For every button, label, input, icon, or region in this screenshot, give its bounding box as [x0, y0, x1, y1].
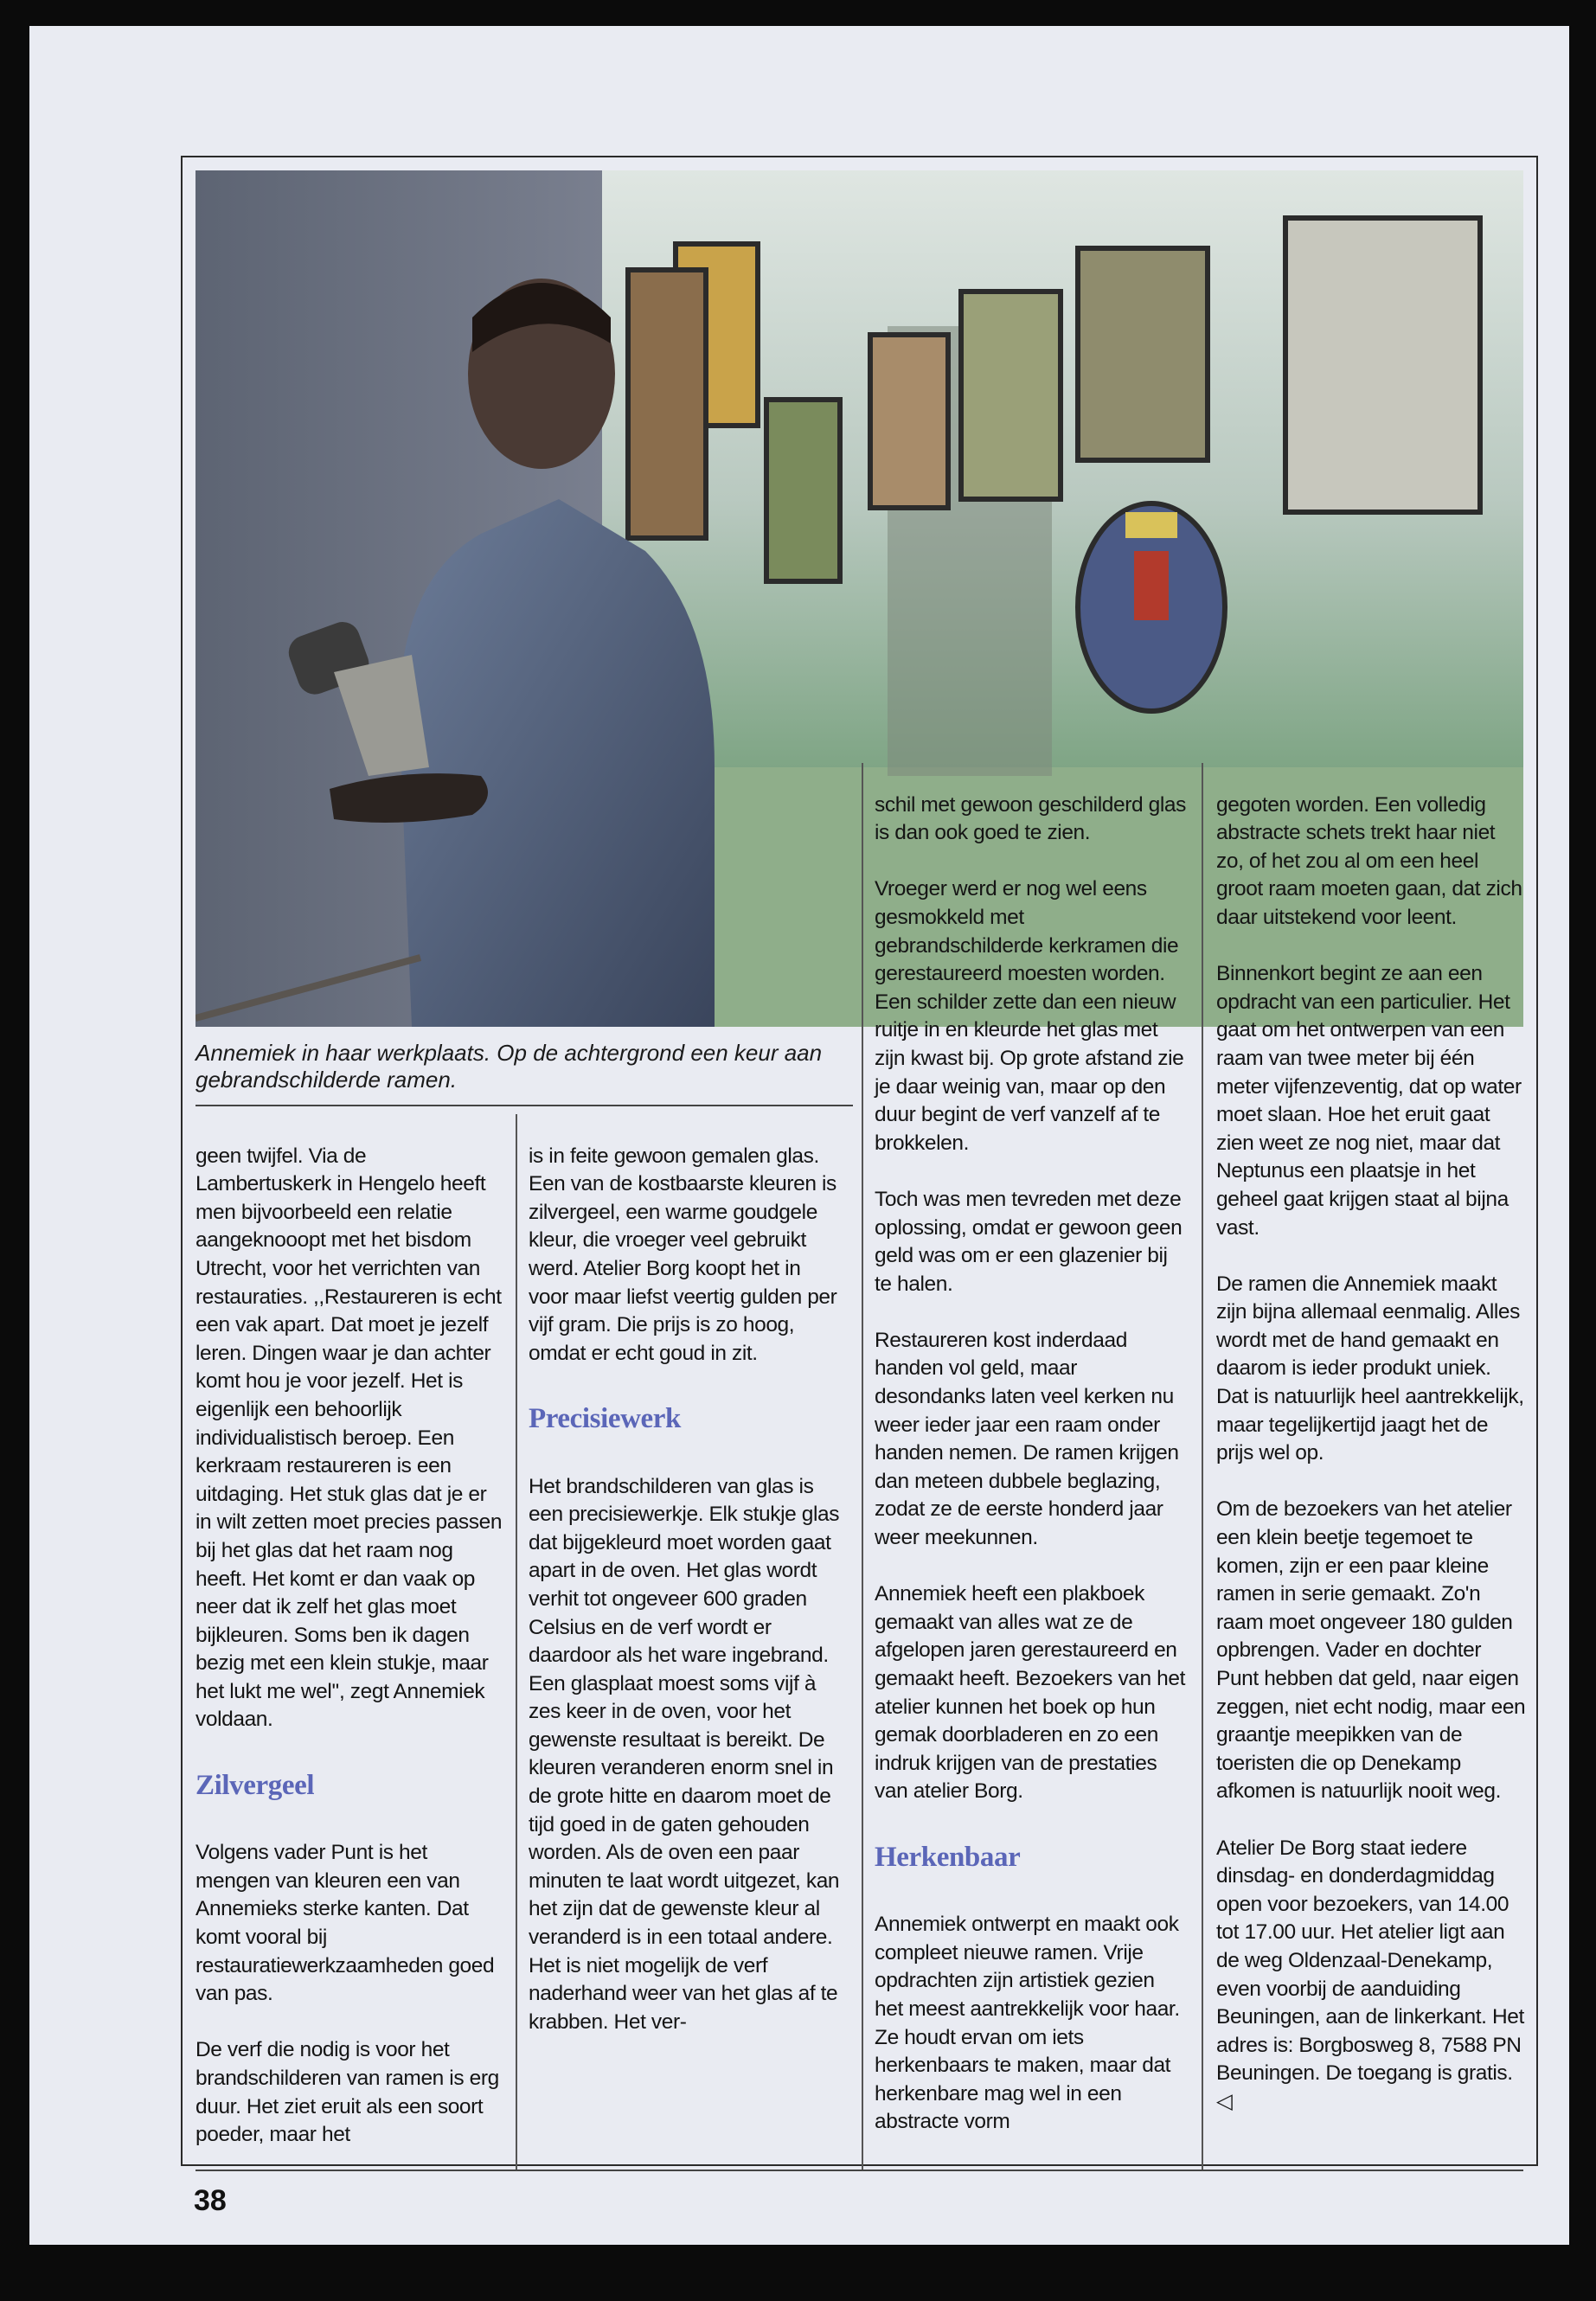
paragraph: De ramen die Annemiek maakt zijn bijna allemaal eenmalig. Alles wordt met de hand gemaakt en daarom is ieder produkt uniek. Dat is natuurlijk heel aantrekkelijk, maar tegelijkertijd jaagt het de prijs wel op.	[1216, 1272, 1524, 1465]
section-heading: Herkenbaar	[875, 1841, 1021, 1873]
section-heading: Zilvergeel	[195, 1769, 315, 1801]
paragraph: Het brandschilderen van glas is een precisiewerkje. Elk stukje glas dat bijgekleurd moet worden gaat apart in de oven. Het glas wordt verhit tot ongeveer 600 graden Celsius en de verf wordt er daardoor als het ware ingebrand. Een glasplaat moest soms vijf à zes keer in de oven, voor het gewenste resultaat is bereikt. De kleuren veranderen enorm snel in de grote hitte en daarom moet de tijd goed in de gaten gehouden worden. Als de oven een paar minuten te laat wordt uitgezet, kan het zijn dat de gewenste kleur al veranderd is in een totaal andere. Het is niet mogelijk de verf naderhand weer van het glas af te krabben. Het ver-	[529, 1474, 840, 2034]
caption-rule	[195, 1105, 853, 1106]
paragraph: Vroeger werd er nog wel eens gesmokkeld met gebrandschilderde kerkramen die gerestaureerd moesten worden. Een schilder zette dan een nieuw ruitje in en kleurde het glas met zijn kwast bij. Op grote afstand zie je daar weinig van, maar op den duur begint de verf vanzelf af te brokkelen.	[875, 877, 1184, 1155]
paragraph: De verf die nodig is voor het brandschilderen van ramen is erg duur. Het ziet eruit als een soort poeder, maar het	[195, 2038, 499, 2147]
section-heading: Precisiewerk	[529, 1402, 682, 1434]
text-column-2	[529, 1114, 844, 2065]
text-column-4	[1216, 763, 1528, 2144]
paragraph: geen twijfel. Via de Lambertuskerk in Hengelo heeft men bijvoorbeeld een relatie aangeknooopt met het bisdom Utrecht, voor het verrichten van restauraties. ,,Restaureren is echt een vak apart. Dat moet je jezelf leren. Dingen waar je dan achter komt hou je voor jezelf. Het is eigenlijk een behoorlijk individualistisch beroep. Een kerkraam restaureren is een uitdaging. Het stuk glas dat je er in wilt zetten moet precies passen bij het glas dat het raam nog heeft. Het komt er dan vaak op neer dat ik zelf het glas moet bijkleuren. Soms ben ik dagen bezig met een klein stukje, maar het lukt me wel'', zegt Annemiek voldaan.	[195, 1144, 503, 1732]
paragraph: Annemiek ontwerpt en maakt ook compleet nieuwe ramen. Vrije opdrachten zijn artistiek gezien het meest aantrekkelijk voor haar. Ze houdt ervan om iets herkenbaars te maken, maar dat herkenbare mag wel in een abstracte vorm	[875, 1913, 1180, 2134]
text-column-1	[195, 1114, 503, 2177]
paragraph: schil met gewoon geschilderd glas is dan ook goed te zien.	[875, 792, 1186, 845]
paragraph: Annemiek heeft een plakboek gemaakt van alles wat ze de afgelopen jaren gerestaureerd en gemaakt heeft. Bezoekers van het atelier kunnen het boek op hun gemak doorbladeren en zo een indruk krijgen van de prestaties van atelier Borg.	[875, 1582, 1186, 1804]
paragraph: Binnenkort begint ze aan een opdracht van een particulier. Het gaat om het ontwerpen van een raam van twee meter bij één meter vijfenzeventig, dat op water moet slaan. Hoe het eruit gaat zien weet ze nog niet, maar dat Neptunus een plaatsje in het geheel gaat krijgen staat al bijna vast.	[1216, 962, 1522, 1240]
paragraph: Volgens vader Punt is het mengen van kleuren een van Annemieks sterke kanten. Dat komt vooral bij restauratiewerkzaamheden goed van pas.	[195, 1841, 495, 2006]
column-rule	[1202, 763, 1203, 2170]
paragraph: gegoten worden. Een volledig abstracte schets trekt haar niet zo, of het zou al om een heel groot raam moeten gaan, dat zich daar uitstekend voor leent.	[1216, 792, 1522, 929]
magazine-page	[29, 26, 1569, 2245]
article-frame	[181, 156, 1538, 2166]
column-rule	[862, 763, 863, 2170]
paragraph: Atelier De Borg staat iedere dinsdag- en donderdagmiddag open voor bezoekers, van 14.00 tot 17.00 uur. Het atelier ligt aan de weg Oldenzaal-Denekamp, even voorbij de aanduiding Beuningen, aan de linkerkant. Het adres is: Borgbosweg 8, 7588 PN Beuningen. De toegang is gratis. ◁	[1216, 1836, 1524, 2113]
paragraph: Restaureren kost inderdaad handen vol geld, maar desondanks laten veel kerken nu weer ieder jaar een raam onder handen nemen. De ramen krijgen dan meteen dubbele beglazing, zodat ze de eerste honderd jaar weer meekunnen.	[875, 1328, 1179, 1550]
page-number: 38	[194, 2184, 227, 2217]
paragraph: Om de bezoekers van het atelier een klein beetje tegemoet te komen, zijn er een paar kleine ramen in serie gemaakt. Zo'n raam moet ongeveer 180 gulden opbrengen. Vader en dochter Punt hebben dat geld, naar eigen zeggen, niet echt nodig, maar een graantje meepikken van de toeristen die op Denekamp afkomen is natuurlijk nooit weg.	[1216, 1497, 1526, 1804]
bottom-rule	[195, 2170, 1523, 2171]
text-column-3	[875, 763, 1186, 2165]
photo-caption: Annemiek in haar werkplaats. Op de achtergrond een keur aan gebrandschilderde ramen.	[195, 1040, 823, 1093]
column-rule	[516, 1114, 517, 2170]
paragraph: Toch was men tevreden met deze oplossing, omdat er gewoon geen geld was om er een glazenier bij te halen.	[875, 1187, 1183, 1296]
paragraph: is in feite gewoon gemalen glas. Een van de kostbaarste kleuren is zilvergeel, een warme goudgele kleur, die vroeger veel gebruikt werd. Atelier Borg koopt het in voor maar liefst veertig gulden per vijf gram. Die prijs is zo hoog, omdat er echt goud in zit.	[529, 1144, 837, 1365]
